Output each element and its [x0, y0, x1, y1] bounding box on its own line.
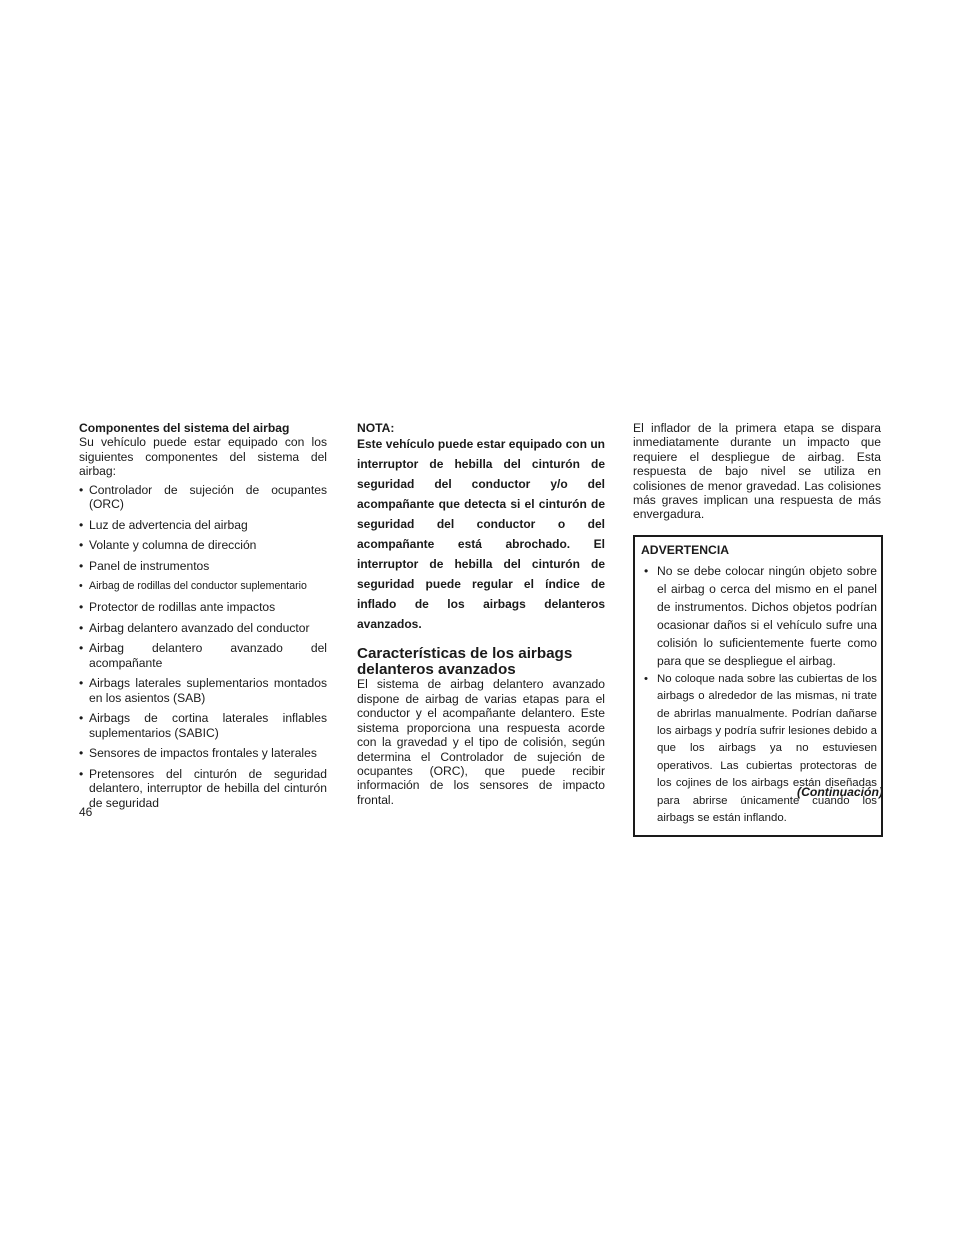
section-text: El sistema de airbag delantero avanzado dispone de airbag de varias etapas para el conductor y el acompañante delantero. Este sistema proporciona una respuesta acorde con la gravedad y el tipo de colisión, según determina el Controlador de sujeción de ocupantes (ORC), que puede recibir información de los sensores de impacto frontal. — [357, 677, 605, 807]
column-middle — [357, 421, 605, 807]
components-intro: Su vehículo puede estar equipado con los siguientes componentes del sistema del airbag: — [79, 435, 327, 479]
bullet-icon: • — [79, 538, 84, 553]
list-item: • No coloque nada sobre las cubiertas de los airbags o alrededor de las mismas, ni trate de abrirlas manualmente. Podrían dañarse los airbags y podría sufrir lesiones debido a que los airbags ya no estuviesen operativos. Las cubiertas protectoras de los cojines de los airbags están diseñadas para abrirse únicamente cuando los airbags se están inflando. — [644, 672, 877, 825]
bullet-icon: • — [79, 620, 84, 635]
list-item: • Airbag delantero avanzado del conductor — [79, 620, 310, 635]
list-item: • Controlador de sujeción de ocupantes (ORC) — [79, 482, 327, 512]
section-title — [357, 646, 605, 677]
column-left — [79, 421, 327, 810]
list-item: • Airbag delantero avanzado del acompañante — [79, 641, 327, 670]
bullet-icon: • — [79, 676, 84, 691]
list-item: • Airbag de rodillas del conductor suplementario — [79, 580, 307, 593]
column-right — [633, 421, 881, 837]
list-item: • Luz de advertencia del airbag — [79, 517, 248, 532]
note-text: Este vehículo puede estar equipado con un interruptor de hebilla del cinturón de seguridad del conductor y/o del acompañante que detecta si el cinturón de seguridad del conductor o del acompañante está abrochado. El interruptor de hebilla del cinturón de seguridad puede regular el índice de inflado de los airbags delanteros avanzados. — [357, 437, 605, 631]
section-title-line: delanteros avanzados — [357, 660, 516, 678]
bullet-icon: • — [644, 672, 648, 685]
list-item: • Sensores de impactos frontales y laterales — [79, 746, 317, 761]
bullet-icon: • — [79, 600, 84, 614]
bullet-icon: • — [79, 482, 84, 497]
bullet-icon: • — [644, 563, 649, 578]
inflator-paragraph: El inflador de la primera etapa se dispara inmediatamente durante un impacto que requiere el despliegue de airbag. Esta respuesta de bajo nivel se utiliza en colisiones de menor gravedad. Las colisiones más graves implican una respuesta de más envergadura. — [633, 421, 881, 522]
warning-title: ADVERTENCIA — [641, 542, 730, 557]
note-label: NOTA: — [357, 421, 395, 435]
components-list — [79, 483, 327, 810]
section-title-line: Características de los airbags — [357, 645, 573, 663]
list-item: • Panel de instrumentos — [79, 558, 210, 573]
continued-label: (Continuación) — [797, 785, 883, 799]
bullet-icon: • — [79, 746, 84, 761]
bullet-icon: • — [79, 711, 84, 726]
bullet-icon: • — [79, 517, 84, 532]
bullet-icon: • — [79, 580, 83, 593]
page-number: 46 — [79, 805, 93, 819]
list-item: • Volante y columna de dirección — [79, 538, 257, 553]
bullet-icon: • — [79, 558, 84, 573]
list-item: • Airbags laterales suplementarios montados en los asientos (SAB) — [79, 676, 327, 705]
list-item: • No se debe colocar ningún objeto sobre el airbag o cerca del mismo en el panel de instrumentos. Dichos objetos podrían ocasionar daños si el vehículo sufre una colisión lo suficientemente fuerte como para que se despliegue el airbag. — [644, 563, 877, 668]
components-heading: Componentes del sistema del airbag — [79, 421, 290, 435]
list-item: • Airbags de cortina laterales inflables suplementarios (SABIC) — [79, 711, 327, 740]
bullet-icon: • — [79, 641, 84, 656]
list-item: • Pretensores del cinturón de seguridad delantero, interruptor de hebilla del cinturón de seguridad — [79, 766, 327, 810]
list-item: • Protector de rodillas ante impactos — [79, 600, 276, 614]
bullet-icon: • — [79, 766, 84, 781]
